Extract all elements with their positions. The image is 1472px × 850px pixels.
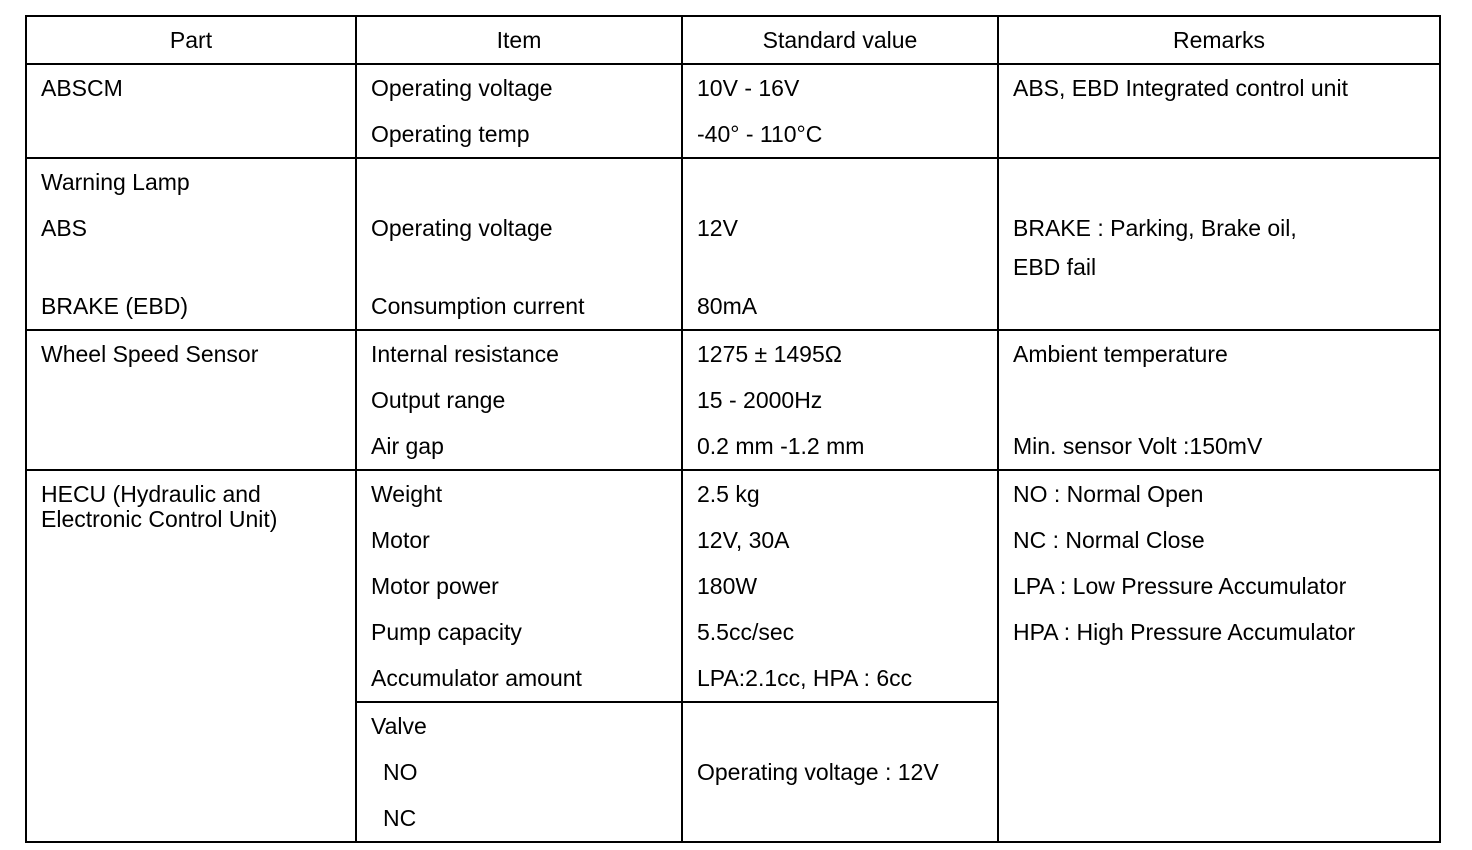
item-label: Operating temp — [371, 121, 530, 147]
value-text: 5.5cc/sec — [697, 619, 795, 645]
remark-text: ABS, EBD Integrated control unit — [1013, 75, 1348, 101]
item-label: Motor power — [371, 573, 499, 599]
part-label: ABS — [41, 215, 88, 241]
value-text: 80mA — [697, 293, 758, 319]
part-label: Electronic Control Unit) — [41, 506, 278, 532]
header-remarks: Remarks — [998, 16, 1440, 64]
value-text: 15 - 2000Hz — [697, 387, 823, 413]
value-text: Operating voltage : 12V — [697, 759, 939, 785]
remark-text: NC : Normal Close — [1013, 527, 1205, 553]
part-cell — [26, 330, 356, 470]
value-text: LPA:2.1cc, HPA : 6cc — [697, 665, 913, 691]
item-label: Operating voltage — [371, 75, 553, 101]
part-label: Wheel Speed Sensor — [41, 341, 259, 367]
remark-text: LPA : Low Pressure Accumulator — [1013, 573, 1347, 599]
item-cell — [356, 64, 682, 158]
spacer — [41, 251, 341, 283]
value-cell — [682, 330, 998, 470]
part-cell — [26, 470, 356, 842]
item-cell — [356, 158, 682, 330]
item-label: NO — [383, 759, 418, 785]
item-label: Consumption current — [371, 293, 585, 319]
item-label: NC — [383, 805, 417, 831]
item-label: Motor — [371, 527, 430, 553]
table-row-hecu — [26, 470, 1440, 702]
value-text: 0.2 mm -1.2 mm — [697, 433, 865, 459]
item-label: Operating voltage — [371, 215, 553, 241]
item-label: Weight — [371, 481, 443, 507]
item-cell — [356, 330, 682, 470]
table-row-abscm — [26, 64, 1440, 158]
header-part: Part — [26, 16, 356, 64]
item-cell — [356, 470, 682, 702]
remark-text: Ambient temperature — [1013, 341, 1228, 367]
value-text: 180W — [697, 573, 758, 599]
part-label: HECU (Hydraulic and — [41, 481, 261, 507]
part-label: ABSCM — [41, 75, 123, 101]
part-label: BRAKE (EBD) — [41, 293, 188, 319]
remarks-cell — [998, 158, 1440, 330]
remarks-cell — [998, 64, 1440, 158]
header-standard-value: Standard value — [682, 16, 998, 64]
value-text: 1275 ± 1495Ω — [697, 341, 842, 367]
spacer — [697, 159, 983, 205]
spacer — [697, 251, 983, 283]
item-label: Output range — [371, 387, 506, 413]
remarks-cell — [998, 330, 1440, 470]
remarks-cell — [998, 470, 1440, 842]
remark-text: HPA : High Pressure Accumulator — [1013, 619, 1356, 645]
value-cell — [682, 158, 998, 330]
table-row-warning-lamp — [26, 158, 1440, 330]
value-text: 12V — [697, 215, 738, 241]
spacer — [371, 159, 667, 205]
header-item: Item — [356, 16, 682, 64]
spacer — [1013, 159, 1425, 205]
value-cell — [682, 702, 998, 842]
remark-text: Min. sensor Volt :150mV — [1013, 433, 1263, 459]
part-label: Warning Lamp — [41, 169, 190, 195]
value-cell — [682, 470, 998, 702]
value-cell — [682, 64, 998, 158]
item-label: Internal resistance — [371, 341, 559, 367]
item-label: Accumulator amount — [371, 665, 582, 691]
item-cell — [356, 702, 682, 842]
value-text: 10V - 16V — [697, 75, 800, 101]
header-row — [26, 16, 1440, 64]
value-text: 12V, 30A — [697, 527, 790, 553]
item-label: Air gap — [371, 433, 444, 459]
remark-text: NO : Normal Open — [1013, 481, 1204, 507]
spacer — [1013, 377, 1425, 423]
spec-table — [25, 15, 1441, 843]
value-text: -40° - 110°C — [697, 121, 823, 147]
spacer — [371, 251, 667, 283]
part-cell — [26, 64, 356, 158]
remark-text: EBD fail — [1013, 254, 1097, 280]
item-label: Pump capacity — [371, 619, 522, 645]
value-text: 2.5 kg — [697, 481, 760, 507]
table-row-wheel-speed-sensor — [26, 330, 1440, 470]
item-label: Valve — [371, 713, 427, 739]
part-cell — [26, 158, 356, 330]
remark-text: BRAKE : Parking, Brake oil, — [1013, 215, 1297, 241]
